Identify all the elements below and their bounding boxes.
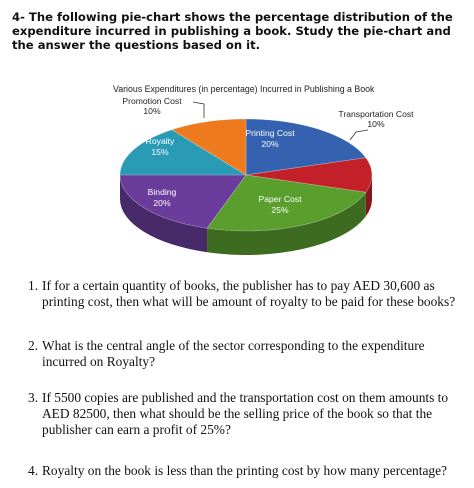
question-4-text: Royalty on the book is less than the printing cost by how many percentage?	[42, 463, 447, 478]
label-transportation-cost	[338, 109, 414, 129]
question-4-number: 4.	[28, 463, 39, 478]
label-printing-cost	[228, 128, 312, 150]
label-binding-value: 20%	[153, 198, 171, 208]
intro-text: 4- The following pie-chart shows the percentage distribution of the expenditure incurred in publishing a book. Study the pie-chart and the answer the questions based on it.	[12, 10, 453, 52]
pie-chart	[80, 82, 420, 272]
label-transportation-cost-value: 10%	[367, 119, 385, 129]
question-2	[28, 338, 468, 370]
label-printing-cost-name: Printing Cost	[245, 128, 295, 138]
question-1-text: If for a certain quantity of books, the publisher has to pay AED 30,600 as printing cost, then what will be amount of royalty to be paid for these books?	[42, 278, 456, 309]
label-transportation-cost-name: Transportation Cost	[338, 109, 414, 119]
question-3-text: If 5500 copies are published and the transportation cost on them amounts to AED 82500, then what should be the selling price of the book so that the publisher can earn a profit of 25%?	[42, 390, 449, 437]
promotion-leader-line	[193, 102, 204, 118]
label-paper-cost-name: Paper Cost	[258, 194, 302, 204]
label-paper-cost	[238, 194, 322, 216]
label-royalty-value: 15%	[151, 147, 169, 157]
label-binding	[126, 187, 198, 209]
label-royalty-name: Royalty	[145, 136, 175, 146]
label-promotion-cost-value: 10%	[143, 106, 161, 116]
label-paper-cost-value: 25%	[271, 205, 289, 215]
question-1-number: 1.	[28, 278, 39, 293]
question-3-number: 3.	[28, 390, 39, 405]
label-printing-cost-value: 20%	[261, 139, 279, 149]
chart-title: Various Expenditures (in percentage) Incurred in Publishing a Book	[113, 84, 375, 94]
question-3	[28, 390, 468, 438]
label-binding-name: Binding	[147, 187, 177, 197]
label-royalty	[124, 136, 196, 158]
question-2-text: What is the central angle of the sector corresponding to the expenditure incurred on Royalty?	[42, 338, 425, 369]
question-4	[28, 463, 468, 479]
transportation-leader-line	[350, 130, 368, 140]
question-1	[28, 278, 468, 310]
question-2-number: 2.	[28, 338, 39, 353]
label-promotion-cost-name: Promotion Cost	[122, 96, 182, 106]
label-promotion-cost	[112, 96, 192, 116]
